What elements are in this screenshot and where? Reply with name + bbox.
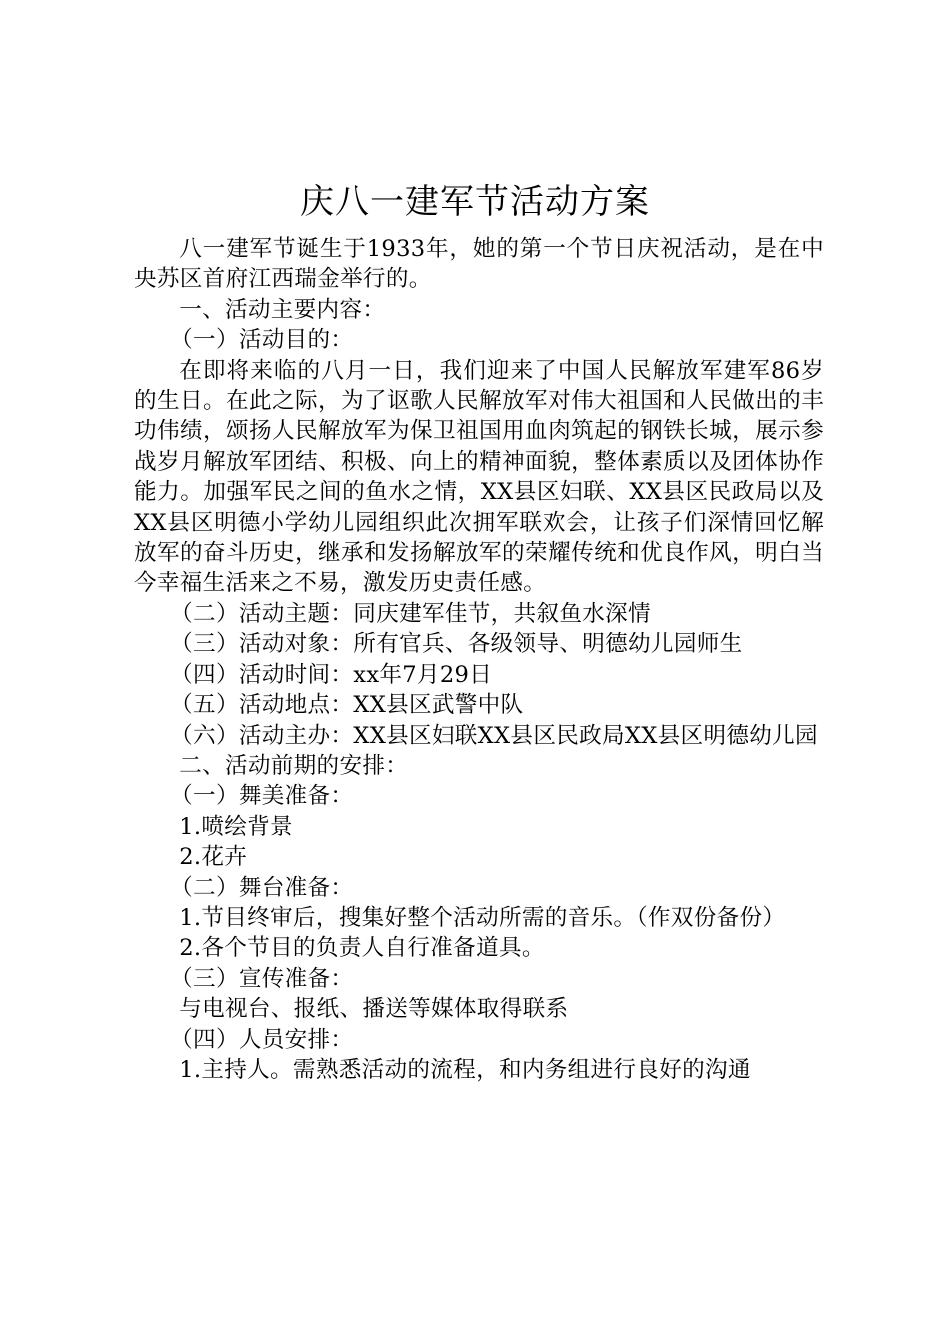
- list-item: 1.节目终审后，搜集好整个活动所需的音乐。（作双份备份）: [179, 904, 786, 931]
- section-heading: 二、活动前期的安排：: [179, 752, 409, 779]
- text-line: 与电视台、报纸、播送等媒体取得联系: [179, 996, 569, 1023]
- document-body: [134, 234, 824, 1085]
- subsection-heading: （三）宣传准备：: [170, 965, 354, 992]
- document-title: 庆八一建军节活动方案: [300, 182, 650, 222]
- activity-audience: （三）活动对象：所有官兵、各级领导、明德幼儿园师生: [170, 631, 743, 658]
- list-item: 1.主持人。需熟悉活动的流程，和内务组进行良好的沟通: [179, 1056, 751, 1083]
- subsection-heading: （四）人员安排：: [170, 1026, 354, 1053]
- subsection-heading: （一）活动目的：: [170, 327, 354, 354]
- section-heading: 一、活动主要内容：: [179, 296, 386, 323]
- activity-organizer: （六）活动主办：XX县区妇联XX县区民政局XX县区明德幼儿园: [170, 722, 818, 749]
- subsection-heading: （二）舞台准备：: [170, 874, 354, 901]
- intro-paragraph: 八一建军节诞生于1933年，她的第一个节日庆祝活动，是在中央苏区首府江西瑞金举行的。: [134, 236, 824, 293]
- activity-location: （五）活动地点：XX县区武警中队: [170, 692, 524, 719]
- list-item: 1.喷绘背景: [179, 813, 293, 840]
- subsection-heading: （一）舞美准备：: [170, 783, 354, 810]
- list-item: 2.花卉: [179, 844, 248, 871]
- activity-time: （四）活动时间：xx年7月29日: [170, 661, 493, 688]
- list-item: 2.各个节目的负责人自行准备道具。: [179, 935, 545, 962]
- activity-theme: （二）活动主题：同庆建军佳节，共叙鱼水深情: [170, 600, 651, 627]
- purpose-paragraph: 在即将来临的八月一日，我们迎来了中国人民解放军建军86岁的生日。在此之际，为了讴歌人民解放军对伟大祖国和人民做出的丰功伟绩，颂扬人民解放军为保卫祖国用血肉筑起的钢铁长城，展示参战岁月解放军团结、积极、向上的精神面貌，整体素质以及团体协作能力。加强军民之间的鱼水之情，XX县区妇联、XX县区民政局以及XX县区明德小学幼儿园组织此次拥军联欢会，让孩子们深情回忆解放军的奋斗历史，继承和发扬解放军的荣耀传统和优良作风，明白当今幸福生活来之不易，激发历史责任感。: [134, 357, 824, 597]
